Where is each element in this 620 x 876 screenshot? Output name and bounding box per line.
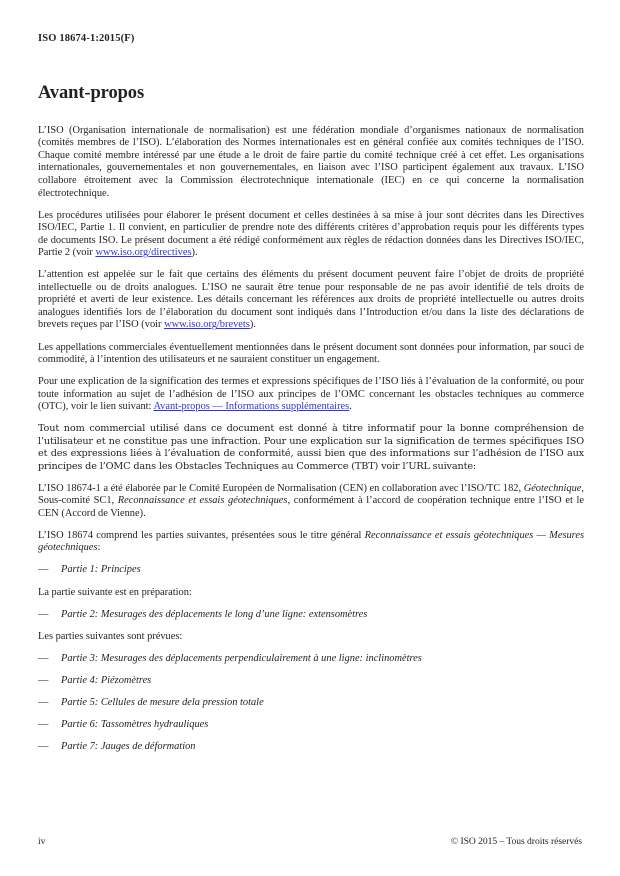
paragraph-8: [38, 530, 584, 555]
paragraph-2: [38, 210, 584, 260]
em-dash-icon: —: [38, 740, 49, 752]
paragraph-3: [38, 269, 584, 332]
list-item: [38, 609, 584, 622]
paragraph-7-text-part3: conformément à l’accord de coopération technique entre l’ISO et le CEN (Accord de Vienne).: [38, 495, 584, 519]
list-item-label: Partie 4: Piézomètres: [61, 674, 152, 686]
iso-directives-link[interactable]: www.iso.org/directives: [95, 247, 192, 259]
lead-in-parts-planned: Les parties suivantes sont prévues:: [38, 630, 183, 642]
page-number: iv: [38, 836, 46, 847]
paragraph-7-text-part2: , Sous-comité SC1,: [38, 482, 584, 507]
paragraph-7-italic-geotechnique: Géotechnique: [523, 482, 582, 494]
paragraph-4-text: Les appellations commerciales éventuellement mentionnées dans le présent document sont données pour information, par souci de commodité, à l’intention des utilisateurs et ne sauraient constituer un engagement.: [38, 341, 584, 366]
list-item: [38, 719, 584, 732]
list-item-label: Partie 7: Jauges de déformation: [61, 740, 196, 752]
list-item-label: Partie 1: Principes: [61, 564, 141, 576]
paragraph-5-text-after: .: [349, 401, 352, 413]
page-footer: [38, 836, 582, 847]
parts-list-group-3: [38, 653, 584, 754]
list-item: [38, 697, 584, 710]
list-item-label: Partie 5: Cellules de mesure dela pression totale: [61, 696, 264, 708]
paragraph-3-text-before: L’attention est appelée sur le fait que certains des éléments du présent document peuvent faire l’objet de droits de propriété intellectuelle ou de droits analogues. L’ISO ne saurait être tenue pour responsable de ne pas avoir identifié de tels droits de propriété et averti de leur existence. Les détails concernant les références aux droits de propriété intellectuelle ou autres droits analogues identifiés lors de l’élaboration du document sont indiqués dans l’Introduction et/ou dans la liste des déclarations de brevets reçues par l’ISO (voir: [38, 269, 584, 331]
page-content: [38, 0, 584, 763]
em-dash-icon: —: [38, 564, 49, 576]
list-item: [38, 653, 584, 666]
paragraph-6: [38, 423, 584, 473]
list-item: [38, 675, 584, 688]
em-dash-icon: —: [38, 696, 49, 708]
iso-brevets-link[interactable]: www.iso.org/brevets: [164, 319, 250, 331]
paragraph-7-text-part1: L’ISO 18674-1 a été élaborée par le Comité Européen de Normalisation (CEN) en collaboration avec l’ISO/TC 182,: [38, 482, 524, 494]
running-header: ISO 18674-1:2015(F): [38, 33, 135, 44]
copyright-notice: © ISO 2015 – Tous droits réservés: [450, 836, 582, 847]
parts-list-group-2: [38, 609, 584, 622]
paragraph-7-italic-reconnaissance: Reconnaissance et essais géotechniques,: [117, 495, 291, 507]
paragraph-8-text-part2: :: [97, 542, 101, 554]
list-item-label: Partie 6: Tassomètres hydrauliques: [61, 718, 209, 730]
foreword-body: [38, 104, 584, 754]
paragraph-4: [38, 342, 584, 367]
paragraph-5-text-before: Pour une explication de la signification des termes et expressions spécifiques de l’ISO liés à l’évaluation de la conformité, ou pour toute information au sujet de l’adhésion de l’ISO aux principes de l’OMC concernant les obstacles techniques au commerce (OTC), voir le lien suivant:: [38, 376, 584, 413]
paragraph-6-text: Tout nom commercial utilisé dans ce document est donné à titre informatif pour la bonne compréhension de l’utilisateur et ne constitue pas une infraction. Pour une explication sur la signification de termes spécifiques ISO et des expressions liées à l’évaluation de conformité, aussi bien que des informations sur l’adhésion de l’ISO aux principes de l’OMC dans les Obstacles Techniques au Commerce (TBT) voir l’URL suivante:: [38, 423, 584, 472]
paragraph-5: [38, 376, 584, 414]
page-title: Avant-propos: [38, 82, 145, 103]
paragraph-8-text-part1: L’ISO 18674 comprend les parties suivantes, présentées sous le titre général: [38, 529, 365, 541]
list-item: [38, 741, 584, 754]
avant-propos-informations-supplementaires-link[interactable]: Avant-propos — Informations supplémentaires: [153, 401, 350, 413]
list-item: [38, 564, 584, 577]
list-item-label: Partie 3: Mesurages des déplacements perpendiculairement à une ligne: inclinomètres: [61, 652, 422, 664]
paragraph-7: [38, 483, 584, 521]
paragraph-3-text-after: ).: [249, 319, 256, 331]
em-dash-icon: —: [38, 674, 49, 686]
lead-in-part-in-preparation: La partie suivante est en préparation:: [38, 586, 192, 598]
parts-list-group-1: [38, 564, 584, 577]
paragraph-1: [38, 125, 584, 200]
paragraph-2-text-after: ).: [191, 247, 198, 259]
em-dash-icon: —: [38, 718, 49, 730]
em-dash-icon: —: [38, 652, 49, 664]
paragraph-1-text: L’ISO (Organisation internationale de normalisation) est une fédération mondiale d’organismes nationaux de normalisation (comités membres de l’ISO). L’élaboration des Normes internationales est en général confiée aux comités techniques de l’ISO. Chaque comité membre intéressé par une étude a le droit de faire partie du comité technique créé à cet effet. Les organisations internationales, gouvernementales et non gouvernementales, en liaison avec l’ISO participent également aux travaux. L’ISO collabore étroitement avec la Commission électrotechnique internationale (IEC) en ce qui concerne la normalisation électrotechnique.: [38, 124, 584, 199]
list-item-label: Partie 2: Mesurages des déplacements le long d’une ligne: extensomètres: [61, 608, 368, 620]
em-dash-icon: —: [38, 608, 49, 620]
paragraph-8-italic-title: Reconnaissance et essais géotechniques — Mesures géotechniques: [38, 529, 584, 554]
paragraph-2-text-before: Les procédures utilisées pour élaborer le présent document et celles destinées à sa mise à jour sont décrites dans les Directives ISO/IEC, Partie 1. Il convient, en particulier de prendre note des différents critères d’approbation requis pour les différents types de documents ISO. Le présent document a été rédigé conformément aux règles de rédaction données dans les Directives ISO/IEC, Partie 2 (voir: [38, 209, 584, 259]
